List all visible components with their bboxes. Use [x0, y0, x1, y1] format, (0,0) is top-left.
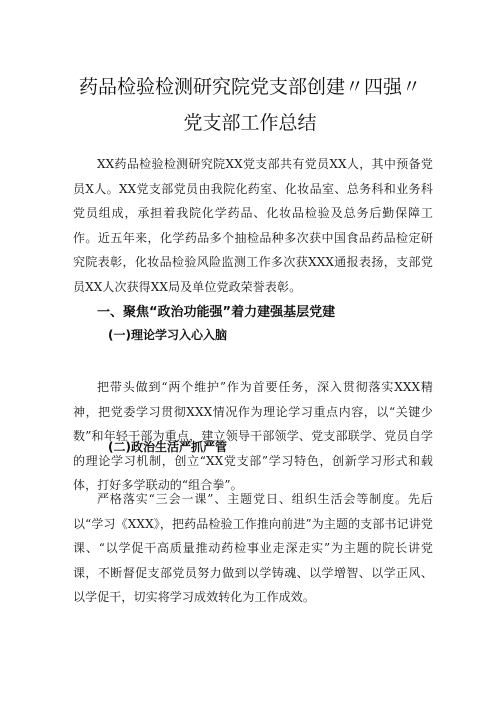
subheading-theory-study: (一)理论学习入心入脑 — [108, 328, 227, 342]
theory-study-paragraph: 把带头做到“两个维护”作为首要任务，深入贯彻落实XXX精神，把党委学习贯彻XXX情况作为理论学习重点内容，以“关键少数”和年轻干部为重点，建立领导干部领学、党支部联学、党员自学的理论学习机制，创立“XX党支部”学习特色，创新学习形式和载体，打好多学联动的“组合拳”。 — [73, 380, 433, 492]
section-heading: 一、聚焦“政治功能强”着力建强基层党建 — [97, 305, 336, 320]
intro-paragraph: XX药品检验检测研究院XX党支部共有党员XX人，其中预备党员X人。XX党支部党员由我院化药室、化妆品室、总务科和业务科党员组成，承担着我院化学药品、化妆品检验及总务后勤保障工作。近五年来，化学药品多个抽检品种多次获中国食品药品检定研究院表彰，化妆品检验风险监测工作多次获XXX通报表扬，支部党员XX人次获得XX局及单位党政荣誉表彰。 — [73, 157, 433, 294]
document-title-line-1: 药品检验检测研究院党支部创建〃四强〃 — [78, 76, 421, 98]
subheading-political-life: (二)政治生活严抓严管 — [108, 440, 227, 454]
political-life-paragraph: 严格落实“三会一课”、主题党日、组织生活会等制度。先后以“学习《XXX》，把药品检验工作推向前进”为主题的支部书记讲党课、“以学促干高质量推动药检事业走深走实”为主题的院长讲党课，不断督促支部党员努力做到以学铸魂、以学增智、以学正风、以学促干，切实将学习成效转化为工作成效。 — [73, 492, 433, 604]
document-title-line-2: 党支部工作总结 — [183, 112, 317, 134]
